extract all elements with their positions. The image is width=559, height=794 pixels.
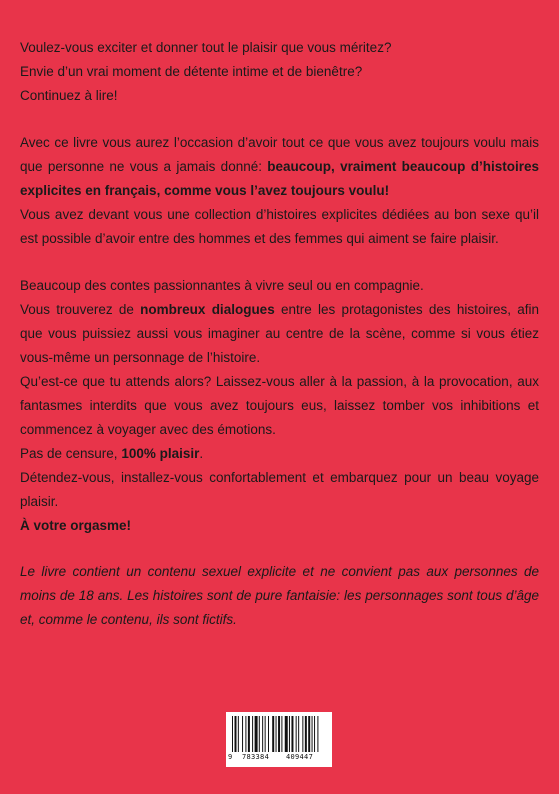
paragraph-1-bold: beaucoup, vraiment beaucoup d’histoires explicites en français, comme vous l’avez toujours voulu! bbox=[20, 159, 539, 198]
paragraph-2-line-5: Détendez-vous, installez-vous confortablement et embarquez pour un beau voyage plaisir. bbox=[20, 470, 539, 509]
paragraph-1-continued: Vous avez devant vous une collection d’histoires explicites dédiées au bon sexe qu’il est possible d’avoir entre des hommes et des femmes qui aiment se faire plaisir. bbox=[20, 207, 539, 246]
paragraph-2-line-4: Pas de censure, 100% plaisir. bbox=[20, 446, 204, 461]
paragraph-2-line-6: À votre orgasme! bbox=[20, 518, 132, 533]
back-cover-text bbox=[20, 36, 539, 632]
intro-line-2: Envie d’un vrai moment de détente intime et de bienêtre? bbox=[20, 64, 363, 79]
paragraph-2-line-2: Vous trouverez de nombreux dialogues entre les protagonistes des histoires, afin que vous puissiez aussi vous imaginer au centre de la scène, comme si vous étiez vous-même un personnage de l’histoire. bbox=[20, 302, 539, 365]
paragraph-2-line-3: Qu’est-ce que tu attends alors? Laissez-vous aller à la passion, à la provocation, aux fantasmes interdits que vous avez toujours eus, laissez tomber vos inhibitions et commencez à voyager avec des émotions. bbox=[20, 374, 539, 437]
barcode-right-digits: 409447 bbox=[286, 753, 314, 761]
isbn-barcode bbox=[226, 712, 332, 767]
barcode-bars bbox=[232, 716, 326, 754]
barcode-left-digits: 783384 bbox=[242, 753, 270, 761]
disclaimer: Le livre contient un contenu sexuel explicite et ne convient pas aux personnes de moins de 18 ans. Les histoires sont de pure fantaisie: les personnages sont tous d’âge et, comme le contenu, ils sont fictifs. bbox=[20, 564, 539, 627]
intro-line-1: Voulez-vous exciter et donner tout le plaisir que vous méritez? bbox=[20, 40, 392, 55]
dialogues-bold: nombreux dialogues bbox=[140, 302, 275, 317]
barcode-first-digit: 9 bbox=[228, 753, 233, 761]
plaisir-bold: 100% plaisir bbox=[121, 446, 200, 461]
paragraph-1: Avec ce livre vous aurez l’occasion d’avoir tout ce que vous avez toujours voulu mais que personne ne vous a jamais donné: beaucoup, vraiment beaucoup d’histoires explicites en français, comme vous l’avez toujours voulu! bbox=[20, 135, 539, 198]
intro-line-3: Continuez à lire! bbox=[20, 88, 118, 103]
paragraph-2-line-1: Beaucoup des contes passionnantes à vivre seul ou en compagnie. bbox=[20, 278, 424, 293]
